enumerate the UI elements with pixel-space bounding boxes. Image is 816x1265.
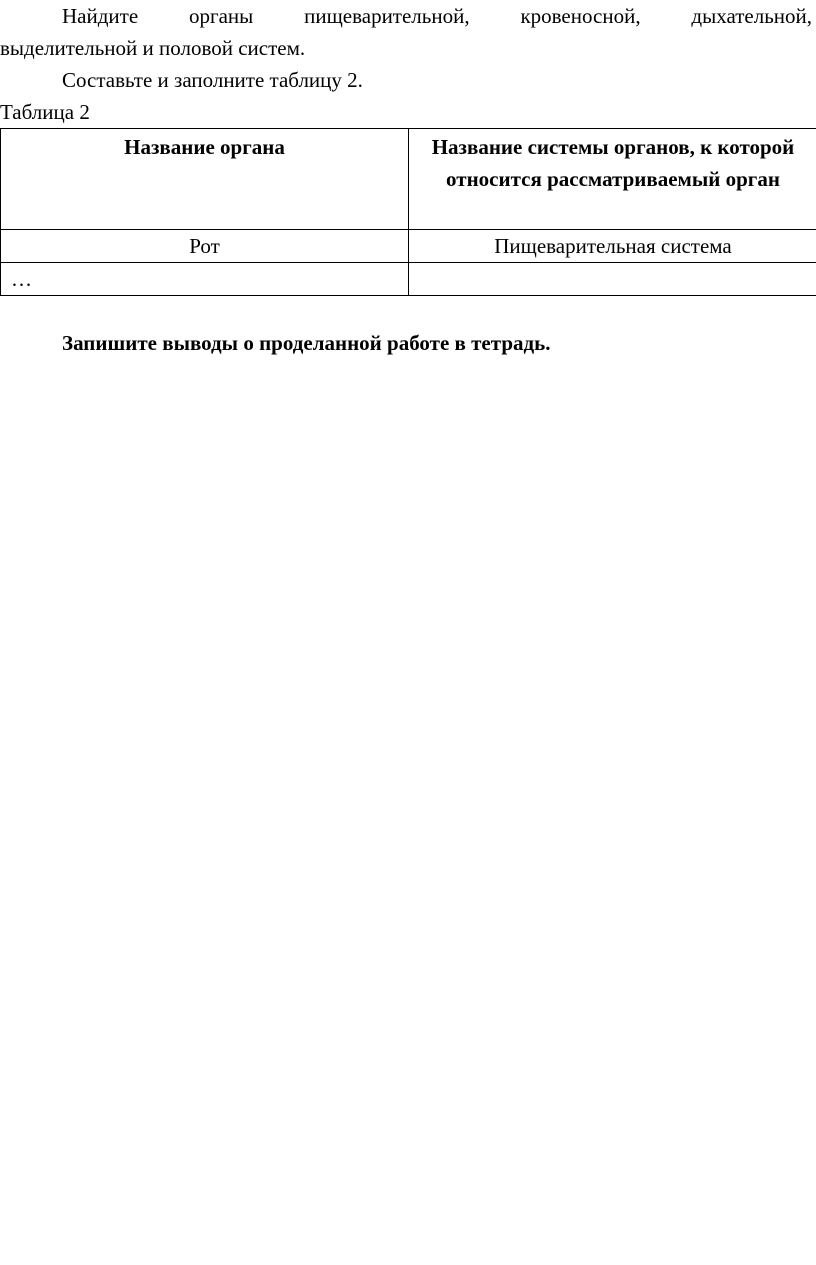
instruction-paragraph: Составьте и заполните таблицу 2. bbox=[62, 68, 363, 92]
task-paragraph-line-2: выделительной и половой систем. bbox=[0, 36, 306, 60]
table-cell bbox=[409, 263, 816, 296]
table-header-row bbox=[1, 129, 816, 230]
task-paragraph bbox=[0, 0, 812, 64]
header-organ-system: Название системы органов, к которой относится рассматриваемый орган bbox=[409, 129, 816, 230]
conclusion-text: Запишите выводы о проделанной работе в тетрадь. bbox=[62, 331, 551, 355]
table-cell: Пищеварительная система bbox=[409, 230, 816, 263]
table-row bbox=[1, 263, 816, 296]
task-paragraph-line-1: Найдите органы пищеварительной, кровеносной, дыхательной, bbox=[62, 4, 812, 28]
table-caption: Таблица 2 bbox=[0, 100, 90, 124]
organs-table bbox=[0, 128, 816, 296]
table-row bbox=[1, 230, 816, 263]
table-cell: Рот bbox=[1, 230, 409, 263]
table-cell: … bbox=[1, 263, 409, 296]
header-organ-name: Название органа bbox=[1, 129, 409, 230]
